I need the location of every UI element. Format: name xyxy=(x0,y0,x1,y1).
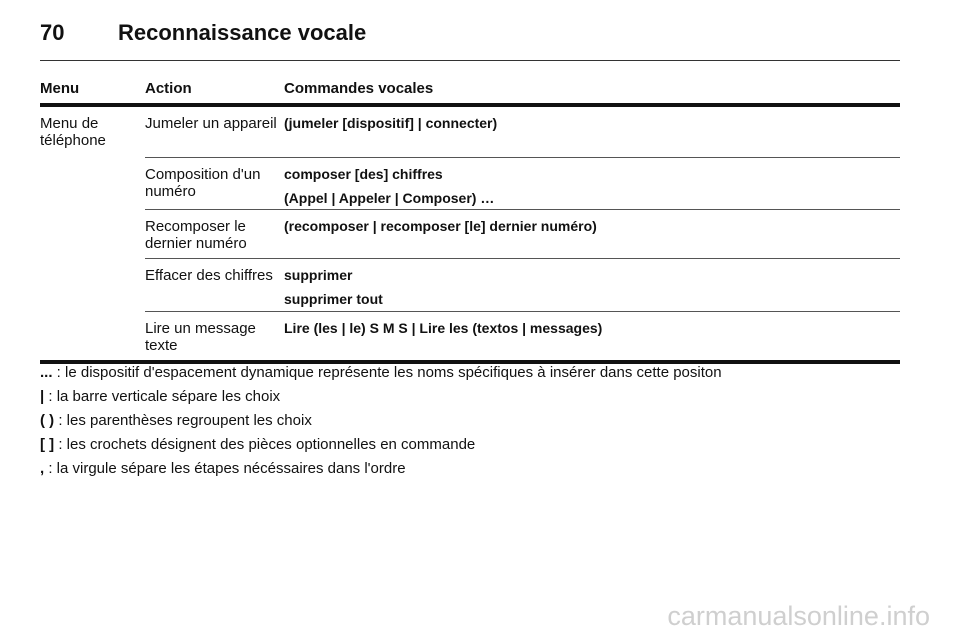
legend-item xyxy=(40,412,900,429)
column-header-action: Action xyxy=(145,80,192,97)
legend-item xyxy=(40,460,900,477)
legend-symbol: | xyxy=(40,388,45,405)
legend-symbol: ... xyxy=(40,364,53,381)
legend-text: : le dispositif d'espacement dynamique représente les noms spécifiques à insérer dans cette positon xyxy=(52,364,722,381)
legend-symbol: [ ] xyxy=(40,436,55,453)
column-header-menu: Menu xyxy=(40,80,80,97)
voice-command: (jumeler [dispositif] | connecter) xyxy=(284,115,498,131)
legend-text: : la barre verticale sépare les choix xyxy=(44,388,281,405)
watermark: carmanualsonline.info xyxy=(667,601,930,631)
voice-command: (recomposer | recomposer [le] dernier numéro) xyxy=(284,218,597,234)
column-header-commands: Commandes vocales xyxy=(284,80,434,97)
action-cell: Recomposer le dernier numéro xyxy=(145,218,247,252)
voice-command: (Appel | Appeler | Composer) … xyxy=(284,190,495,206)
voice-command: Lire (les | le) S M S | Lire les (textos | messages) xyxy=(284,320,603,336)
legend-text: : les parenthèses regroupent les choix xyxy=(54,412,312,429)
legend-text: : les crochets désignent des pièces optionnelles en commande xyxy=(54,436,476,453)
legend xyxy=(40,364,900,484)
table-row xyxy=(145,312,900,360)
legend-item xyxy=(40,364,900,381)
menu-cell-telephone: Menu de téléphone xyxy=(40,115,106,149)
voice-commands-table xyxy=(40,80,900,364)
action-cell: Composition d'un numéro xyxy=(145,166,261,200)
table-header xyxy=(40,80,900,107)
action-cell: Lire un message texte xyxy=(145,320,256,354)
legend-item xyxy=(40,436,900,453)
page-header xyxy=(40,18,900,61)
legend-text: : la virgule sépare les étapes nécéssaires dans l'ordre xyxy=(44,460,406,477)
legend-symbol: , xyxy=(40,460,45,477)
action-cell: Effacer des chiffres xyxy=(145,267,273,284)
chapter-title: Reconnaissance vocale xyxy=(118,20,367,45)
table-row xyxy=(145,158,900,210)
table-row xyxy=(145,259,900,312)
voice-command: supprimer tout xyxy=(284,291,383,307)
table-row xyxy=(145,210,900,259)
legend-item xyxy=(40,388,900,405)
voice-command: composer [des] chiffres xyxy=(284,166,443,182)
table-row xyxy=(145,107,900,158)
action-cell: Jumeler un appareil xyxy=(145,115,277,132)
voice-command: supprimer xyxy=(284,267,353,283)
legend-symbol: ( ) xyxy=(40,412,55,429)
table-body xyxy=(40,107,900,364)
page-number: 70 xyxy=(40,20,65,45)
